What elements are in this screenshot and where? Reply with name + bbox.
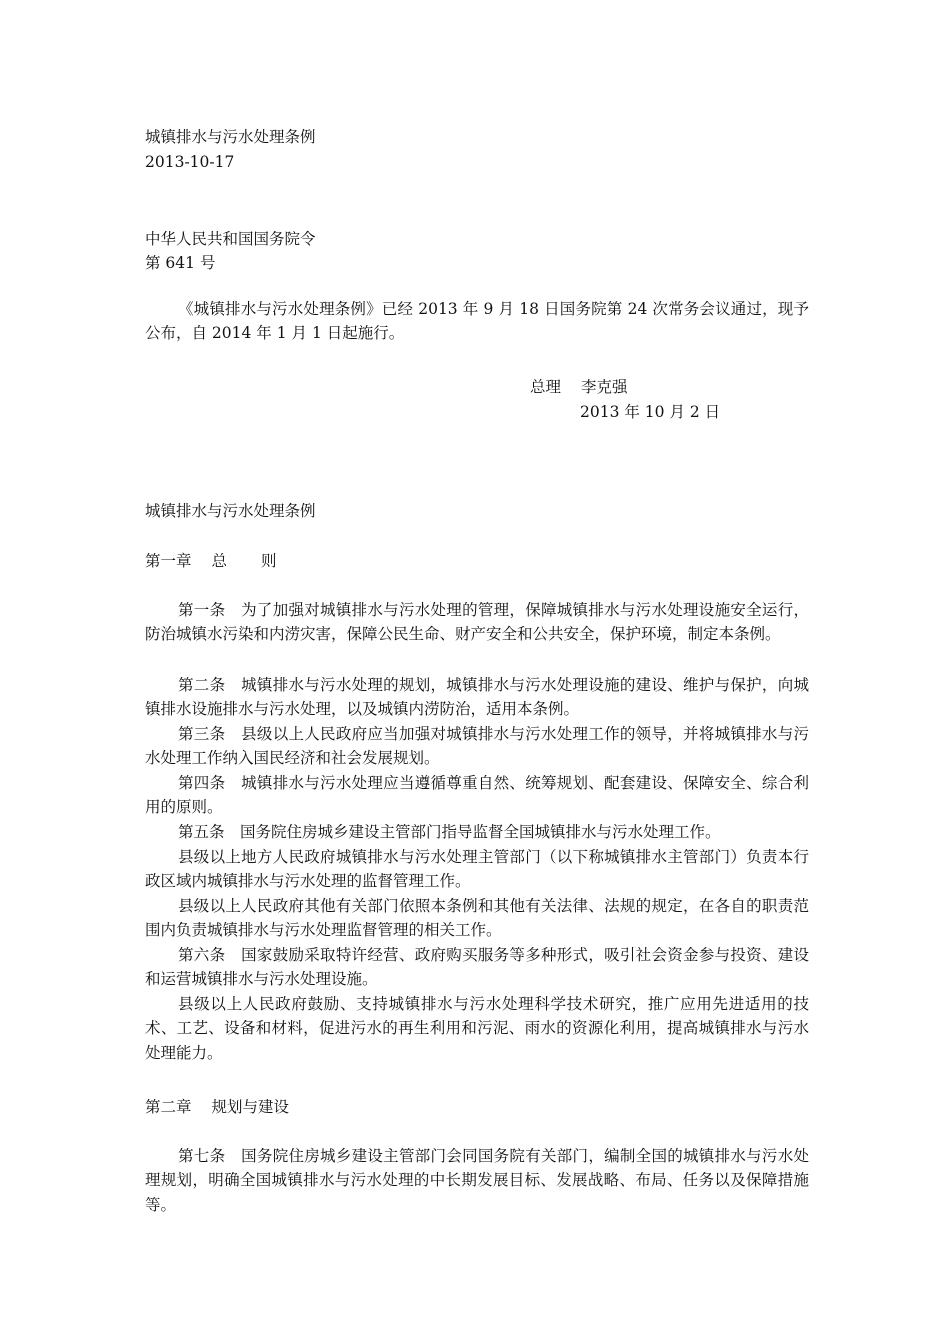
chapter-name-part: 总 — [211, 552, 228, 570]
publish-date: 2013-10-17 — [145, 153, 235, 171]
chapter-name-part: 则 — [261, 552, 277, 570]
article-paragraph: 第七条 国务院住房城乡建设主管部门会同国务院有关部门，编制全国的城镇排水与污水处理规划，明确全国城镇排水与污水处理的中长期发展目标、发展战略、布局、任务以及保障措施等。 — [145, 1147, 809, 1214]
signatory-name: 李克强 — [581, 378, 628, 396]
chapter-label: 第一章 — [145, 552, 192, 570]
order-number: 第 641 号 — [145, 254, 216, 272]
signature-line — [530, 376, 628, 398]
article-paragraph: 第六条 国家鼓励采取特许经营、政府购买服务等多种形式，吸引社会资金参与投资、建设和运营城镇排水与污水处理设施。 — [145, 946, 809, 989]
regulation-title: 城镇排水与污水处理条例 — [145, 502, 316, 520]
article-paragraph: 县级以上人民政府其他有关部门依照本条例和其他有关法律、法规的规定，在各自的职责范围内负责城镇排水与污水处理监督管理的相关工作。 — [145, 897, 809, 940]
signed-date: 2013 年 10 月 2 日 — [580, 403, 721, 421]
announcement-paragraph: 《城镇排水与污水处理条例》已经 2013 年 9 月 18 日国务院第 24 次常务会议通过，现予公布，自 2014 年 1 月 1 日起施行。 — [145, 300, 809, 343]
chapter-name: 规划与建设 — [211, 1098, 290, 1116]
article-paragraph: 第三条 县级以上人民政府应当加强对城镇排水与污水处理工作的领导，并将城镇排水与污水处理工作纳入国民经济和社会发展规划。 — [145, 725, 809, 768]
article-paragraph: 第四条 城镇排水与污水处理应当遵循尊重自然、统筹规划、配套建设、保障安全、综合利用的原则。 — [145, 774, 809, 817]
article-paragraph: 第一条 为了加强对城镇排水与污水处理的管理，保障城镇排水与污水处理设施安全运行，防治城镇水污染和内涝灾害，保障公民生命、财产安全和公共安全，保护环境，制定本条例。 — [145, 601, 809, 644]
signatory-role: 总理 — [530, 378, 562, 396]
article-paragraph: 县级以上人民政府鼓励、支持城镇排水与污水处理科学技术研究，推广应用先进适用的技术、工艺、设备和材料，促进污水的再生利用和污泥、雨水的资源化利用，提高城镇排水与污水处理能力。 — [145, 995, 809, 1062]
document-title: 城镇排水与污水处理条例 — [145, 128, 316, 146]
article-paragraph: 县级以上地方人民政府城镇排水与污水处理主管部门（以下称城镇排水主管部门）负责本行政区域内城镇排水与污水处理的监督管理工作。 — [145, 848, 809, 891]
chapter-heading — [145, 550, 277, 572]
article-paragraph: 第二条 城镇排水与污水处理的规划，城镇排水与污水处理设施的建设、维护与保护，向城镇排水设施排水与污水处理，以及城镇内涝防治，适用本条例。 — [145, 676, 809, 719]
article-paragraph: 第五条 国务院住房城乡建设主管部门指导监督全国城镇排水与污水处理工作。 — [178, 823, 721, 841]
order-issuer: 中华人民共和国国务院令 — [145, 230, 316, 248]
chapter-heading — [145, 1096, 289, 1118]
chapter-label: 第二章 — [145, 1098, 192, 1116]
